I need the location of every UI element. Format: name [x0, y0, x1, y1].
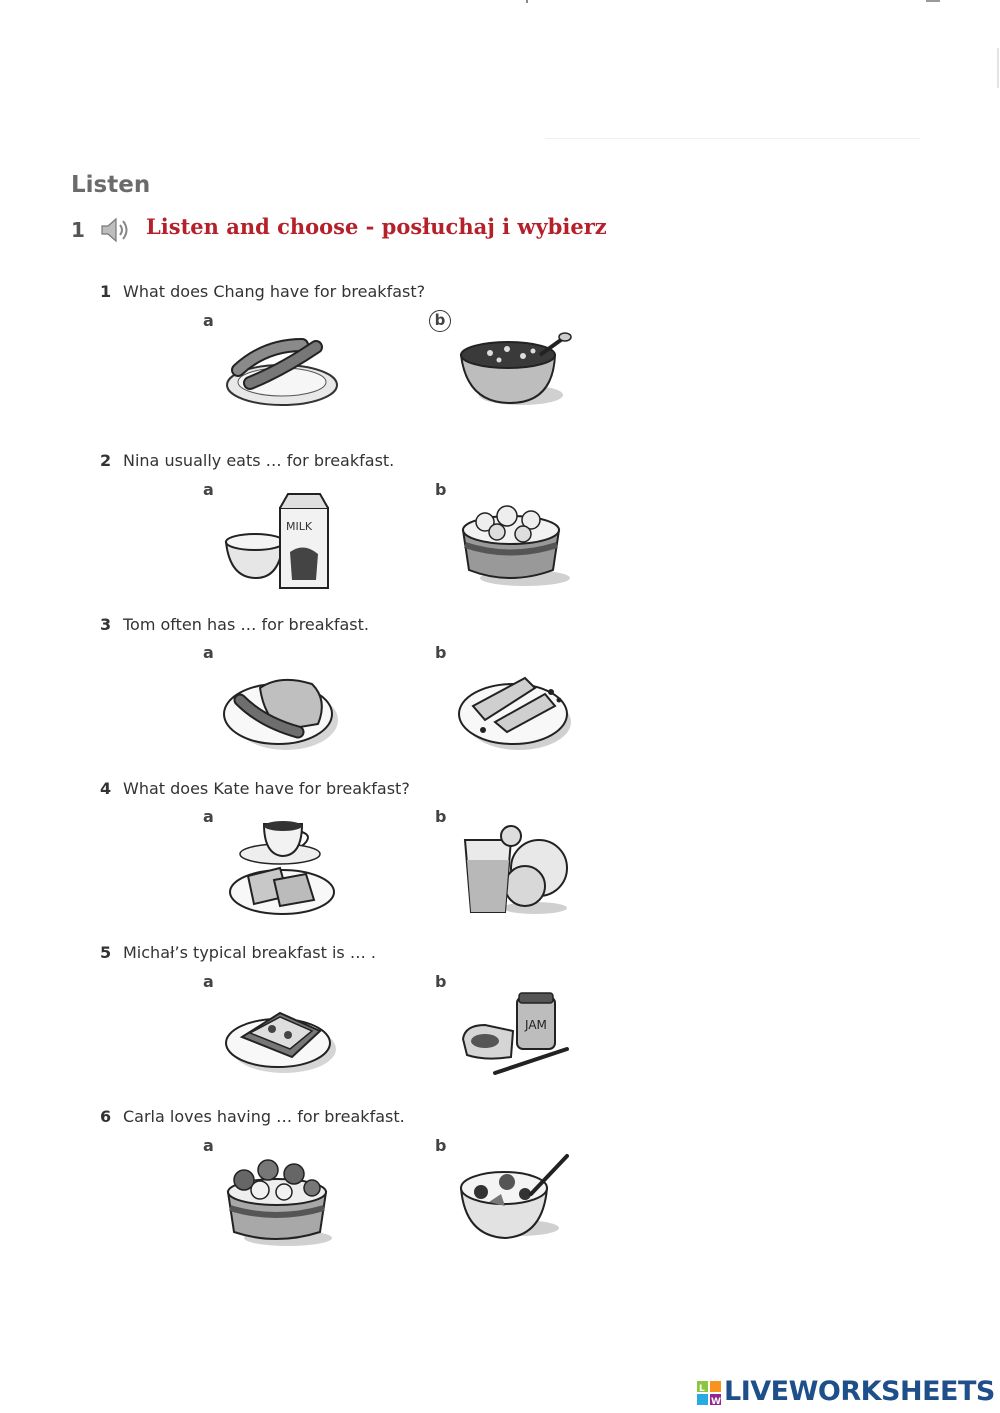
question-number: 3 — [100, 615, 112, 634]
exercise-number: 1 — [71, 218, 85, 242]
milk-and-bowl-icon[interactable] — [220, 490, 340, 590]
header-divider — [545, 138, 920, 139]
option-5a[interactable]: a — [203, 972, 214, 991]
instruction: Listen and choose - posłuchaj i wybierz — [146, 214, 607, 239]
tick-mark — [526, 0, 528, 3]
sandwich-on-plate-icon[interactable] — [220, 985, 340, 1085]
question-text: Tom often has … for breakfast. — [123, 615, 369, 634]
question-number: 2 — [100, 451, 112, 470]
logo-letter-l: L — [699, 1384, 705, 1394]
question-text: Nina usually eats … for breakfast. — [123, 451, 395, 470]
question-text: Carla loves having … for breakfast. — [123, 1107, 405, 1126]
logo-letter-w: W — [711, 1397, 721, 1405]
toast-and-sausage-icon[interactable] — [220, 660, 340, 760]
option-4b[interactable]: b — [435, 807, 447, 826]
question-number: 4 — [100, 779, 112, 798]
orange-juice-icon[interactable] — [455, 818, 575, 918]
speaker-icon[interactable] — [99, 214, 131, 246]
tea-and-toast-icon[interactable] — [220, 818, 340, 918]
question-2 — [100, 451, 394, 470]
jam-label: JAM — [525, 1018, 547, 1032]
option-1a[interactable]: a — [203, 311, 214, 330]
option-6b[interactable]: b — [435, 1136, 447, 1155]
cereal-bowl-icon[interactable] — [455, 325, 575, 425]
bread-and-jam-icon[interactable] — [455, 985, 575, 1085]
option-2a[interactable]: a — [203, 480, 214, 499]
salad-bowl-with-fork-icon[interactable] — [455, 1148, 575, 1248]
liveworksheets-logo-icon — [697, 1381, 721, 1405]
question-text: Michał’s typical breakfast is … . — [123, 943, 376, 962]
question-text: What does Kate have for breakfast? — [123, 779, 410, 798]
corner-mark — [926, 0, 940, 2]
option-4a[interactable]: a — [203, 807, 214, 826]
question-1 — [100, 282, 425, 301]
option-2b[interactable]: b — [435, 480, 447, 499]
logo-tile-orange — [710, 1381, 721, 1392]
option-6a[interactable]: a — [203, 1136, 214, 1155]
brand-name: LIVEWORKSHEETS — [724, 1376, 995, 1407]
question-number: 5 — [100, 943, 112, 962]
edge-mark — [997, 48, 999, 88]
question-3 — [100, 615, 369, 634]
section-title: Listen — [71, 172, 151, 198]
option-1b-selected[interactable]: b — [429, 310, 451, 332]
milk-label: MILK — [286, 520, 313, 533]
question-number: 6 — [100, 1107, 112, 1126]
fruit-bowl-icon[interactable] — [455, 490, 575, 590]
question-5 — [100, 943, 376, 962]
option-3a[interactable]: a — [203, 643, 214, 662]
sausages-on-plate-icon[interactable] — [220, 325, 340, 425]
question-text: What does Chang have for breakfast? — [123, 282, 426, 301]
option-5b[interactable]: b — [435, 972, 447, 991]
question-6 — [100, 1107, 405, 1126]
question-number: 1 — [100, 282, 112, 301]
question-4 — [100, 779, 410, 798]
pancakes-on-plate-icon[interactable] — [455, 660, 575, 760]
logo-tile-blue — [697, 1394, 708, 1405]
option-3b[interactable]: b — [435, 643, 447, 662]
tomato-salad-bowl-icon[interactable] — [220, 1148, 340, 1248]
